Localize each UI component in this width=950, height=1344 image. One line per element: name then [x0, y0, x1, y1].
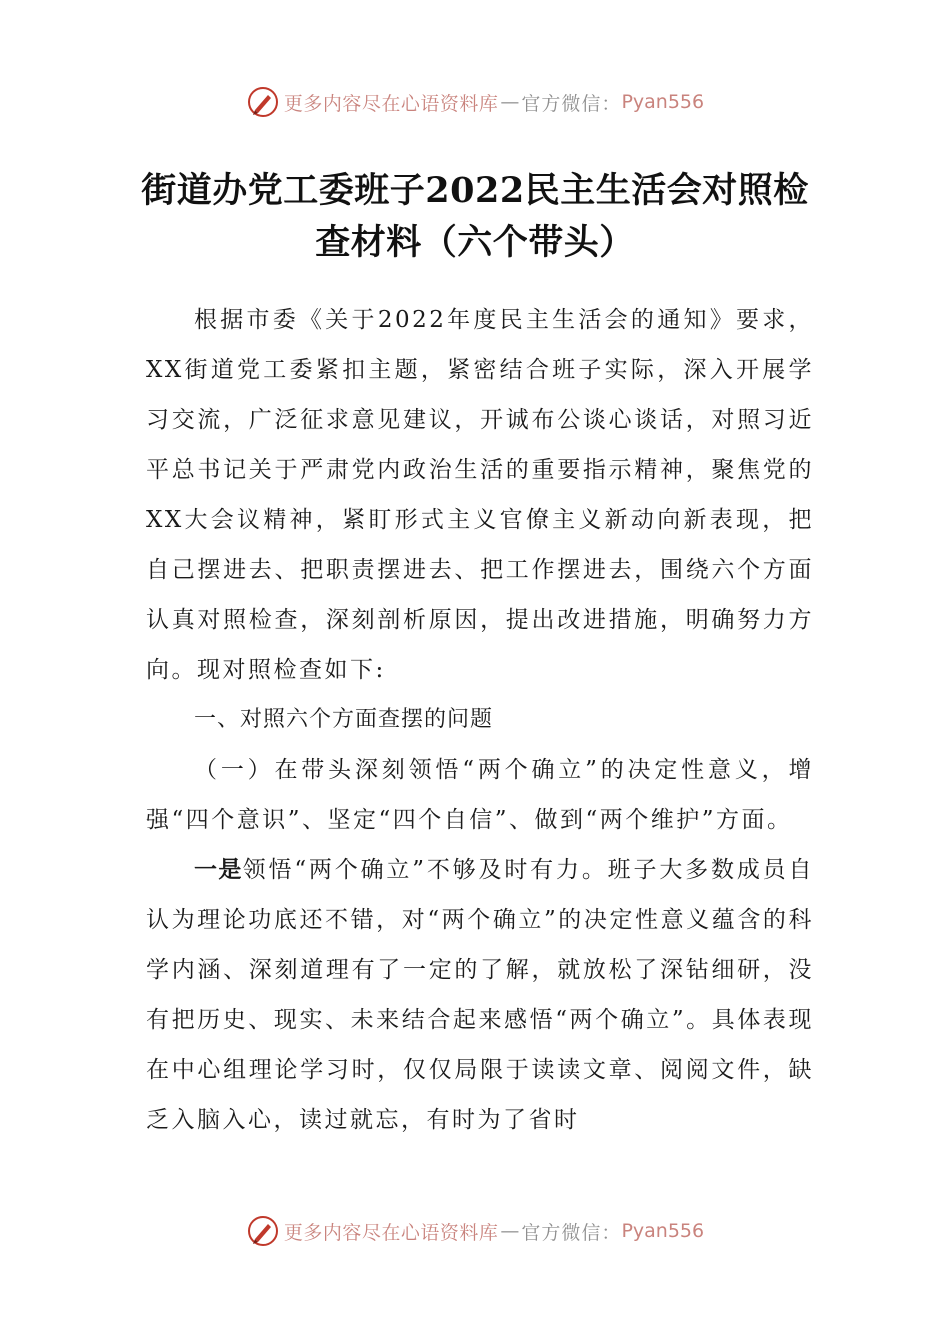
title-line-2: 查材料（六个带头） — [315, 222, 635, 263]
point-lead: 一是 — [194, 857, 243, 883]
point-paragraph — [146, 845, 814, 1145]
banner-wechat-label: 官方微信： — [521, 92, 622, 115]
banner-dash: — — [500, 91, 520, 113]
header-banner — [0, 82, 950, 122]
document-title — [100, 165, 850, 269]
intro-paragraph: 根据市委《关于2022年度民主生活会的通知》要求，XX街道党工委紧扣主题，紧密结合班子实际，深入开展学习交流，广泛征求意见建议，开诚布公谈心谈话，对照习近平总书记关于严肃党内政治生活的重要指示精神，聚焦党的XX大会议精神，紧盯形式主义官僚主义新动向新表现，把自己摆进去、把职责摆进去、把工作摆进去，围绕六个方面认真对照检查，深刻剖析原因，提出改进措施，明确努力方向。现对照检查如下: — [146, 307, 814, 683]
banner-text: 更多内容尽在心语资料库 — [283, 1221, 499, 1244]
subsection-paragraph: （一）在带头深刻领悟“两个确立”的决定性意义，增强“四个意识”、坚定“四个自信”、做到“两个维护”方面。 — [146, 757, 814, 833]
section-heading: 一、对照六个方面查摆的问题 — [194, 707, 494, 732]
banner-dash: — — [500, 1220, 520, 1242]
point-text: 领悟“两个确立”不够及时有力。班子大多数成员自认为理论功底还不错，对“两个确立”的决定性意义蕴含的科学内涵、深刻道理有了一定的了解，就放松了深钻细研，没有把历史、现实、未来结合起来感悟“两个确立”。具体表现在中心组理论学习时，仅仅局限于读读文章、阅阅文件，缺乏入脑入心，读过就忘，有时为了省时 — [146, 857, 814, 1133]
banner-wechat-id: Pyan556 — [621, 91, 705, 113]
pen-logo-icon — [246, 1214, 280, 1248]
document-body — [146, 295, 814, 1145]
banner-text: 更多内容尽在心语资料库 — [283, 92, 499, 115]
title-line-1: 街道办党工委班子2022民主生活会对照检 — [141, 170, 809, 211]
footer-banner — [0, 1211, 950, 1251]
pen-logo-icon — [246, 85, 280, 119]
banner-wechat-label: 官方微信： — [521, 1221, 622, 1244]
banner-wechat-id: Pyan556 — [621, 1220, 705, 1242]
